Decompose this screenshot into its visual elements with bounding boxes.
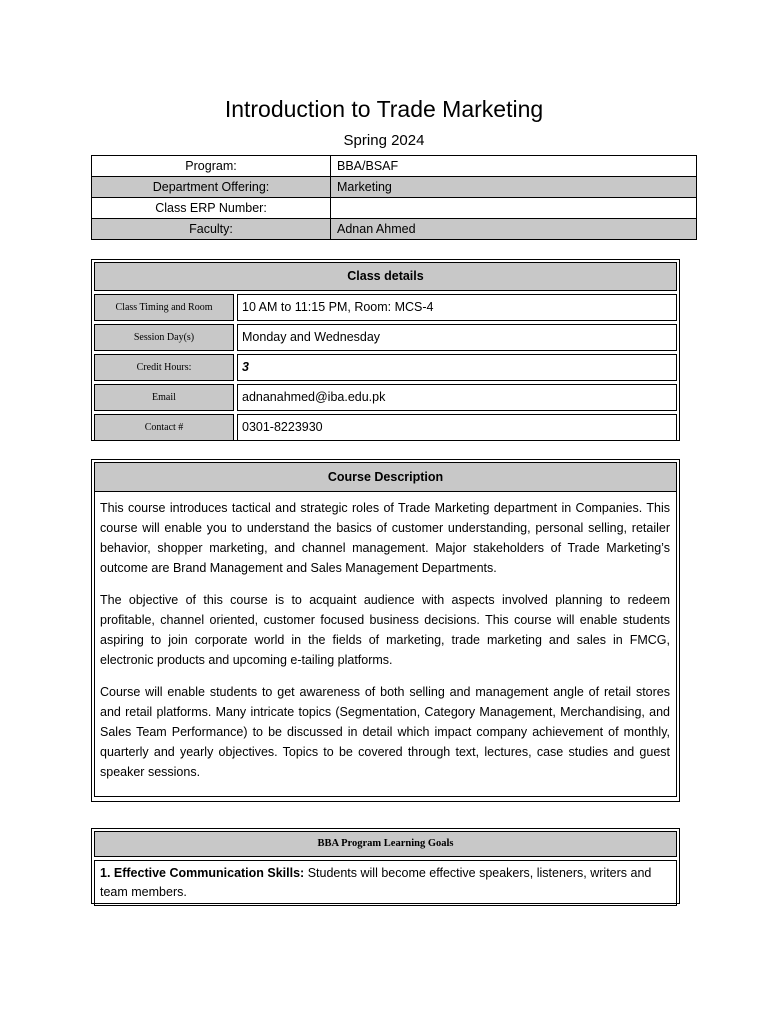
contact-label: Contact #	[94, 414, 234, 441]
term-label: Spring 2024	[343, 132, 425, 149]
session-days-row	[94, 324, 677, 351]
department-row	[92, 177, 697, 198]
faculty-value: Adnan Ahmed	[331, 219, 697, 240]
learning-goals-heading: BBA Program Learning Goals	[94, 831, 677, 857]
email-value[interactable]: adnanahmed@iba.edu.pk	[237, 384, 677, 411]
class-details-heading: Class details	[94, 262, 677, 291]
program-value: BBA/BSAF	[331, 156, 697, 177]
learning-goal-item	[94, 860, 677, 906]
department-value: Marketing	[331, 177, 697, 198]
program-info-table	[91, 155, 697, 240]
program-label: Program:	[92, 156, 331, 177]
contact-value: 0301-8223930	[237, 414, 677, 441]
session-days-value: Monday and Wednesday	[237, 324, 677, 351]
course-description-box	[91, 459, 680, 802]
credit-hours-label: Credit Hours:	[94, 354, 234, 381]
class-details-box	[91, 259, 680, 441]
description-paragraph: Course will enable students to get awareness of both selling and management angle of retail stores and retail platforms. Many intricate topics (Segmentation, Category Management, Merchandising, and Sales Team Performance) to be discussed in detail which impact company achievement of monthly, quarterly and yearly objectives. Topics to be covered through text, lectures, case studies and guest speaker sessions.	[100, 685, 670, 779]
faculty-row	[92, 219, 697, 240]
description-paragraph: This course introduces tactical and strategic roles of Trade Marketing department in Companies. This course will enable you to understand the basics of customer understanding, personal selling, retailer behavior, shopper marketing, and channel management. Major stakeholders of Trade Marketing’s outcome are Brand Management and Sales Management Departments.	[100, 501, 670, 575]
course-description-heading: Course Description	[95, 463, 676, 492]
credit-hours-value: 3	[237, 354, 677, 381]
erp-label: Class ERP Number:	[92, 198, 331, 219]
faculty-label: Faculty:	[92, 219, 331, 240]
goal-text: Students will become effective speakers, listeners, writers and team members.	[100, 866, 652, 899]
email-label: Email	[94, 384, 234, 411]
learning-goals-box	[91, 828, 680, 904]
erp-row	[92, 198, 697, 219]
page-title: Introduction to Trade Marketing	[224, 96, 544, 122]
session-days-label: Session Day(s)	[94, 324, 234, 351]
email-row	[94, 384, 677, 411]
description-paragraph: The objective of this course is to acquaint audience with aspects involved planning to redeem profitable, channel oriented, customer focused business decisions. This course will enable students aspiring to join corporate world in the fields of marketing, trade marketing and sales in FMCG, electronic products and upcoming e-tailing platforms.	[100, 593, 670, 667]
contact-row	[94, 414, 677, 441]
class-timing-label: Class Timing and Room	[94, 294, 234, 321]
program-row	[92, 156, 697, 177]
class-timing-row	[94, 294, 677, 321]
course-description-body	[95, 492, 676, 782]
department-label: Department Offering:	[92, 177, 331, 198]
class-timing-value: 10 AM to 11:15 PM, Room: MCS-4	[237, 294, 677, 321]
goal-title: 1. Effective Communication Skills:	[100, 866, 305, 880]
erp-value	[331, 198, 697, 219]
credit-hours-row	[94, 354, 677, 381]
